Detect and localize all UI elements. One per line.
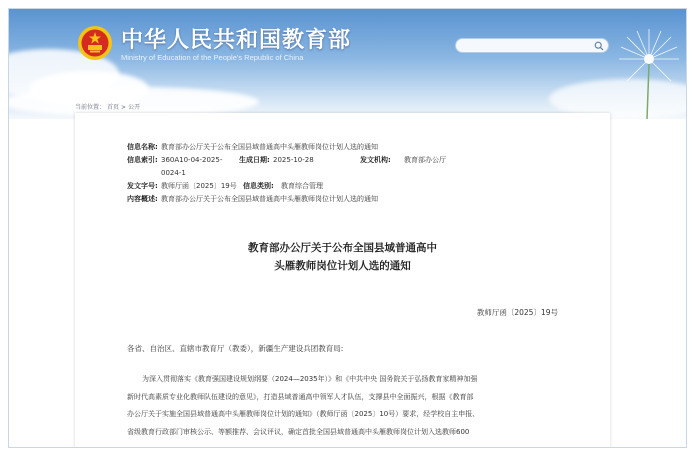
meta-row-docno (127, 180, 587, 193)
site-title[interactable]: 中华人民共和国教育部 (121, 27, 352, 53)
meta-summary-label: 内容概述: (127, 195, 158, 203)
breadcrumb-separator: > (121, 104, 127, 111)
document-salutation: 各省、自治区、直辖市教育厅（教委），新疆生产建设兵团教育局: (127, 344, 344, 353)
body-line: 省级教育行政部门审核公示、等额推荐、会议评议，确定首批全国县域普通高中头雁教师岗位计划入选教师600 (127, 427, 470, 436)
document-number: 教师厅函〔2025〕19号 (476, 308, 558, 317)
breadcrumb-prefix: 当前位置： (75, 104, 106, 111)
meta-date-label: 生成日期: (239, 156, 270, 164)
body-line: 为深入贯彻落实《教育强国建设规划纲要（2024—2035年）》和《中共中央 国务院关于弘扬教育家精神加强 (142, 375, 478, 383)
meta-category-label: 信息类别: (243, 182, 274, 190)
meta-issuer-value: 教育部办公厅 (404, 156, 446, 164)
breadcrumb-item-public[interactable]: 公开 (128, 104, 141, 111)
breadcrumb-item-home[interactable]: 首页 (107, 104, 120, 111)
meta-row-name (127, 141, 587, 154)
meta-category-value: 教育综合管理 (281, 182, 323, 190)
national-emblem-icon (77, 25, 113, 61)
meta-summary-value: 教育部办公厅关于公布全国县域普通高中头雁教师岗位计划人选的通知 (161, 195, 378, 203)
dandelion-decoration (609, 19, 687, 119)
meta-index-value: 360A10-04-2025- (161, 156, 223, 164)
meta-name-value: 教育部办公厅关于公布全国县域普通高中头雁教师岗位计划人选的通知 (161, 143, 378, 151)
meta-docno-label: 发文字号: (127, 182, 158, 190)
breadcrumb (75, 102, 142, 111)
meta-index-value-cont: 0024-1 (161, 169, 186, 177)
site-subtitle: Ministry of Education of the People's Republic of China (121, 53, 304, 62)
body-line: 办公厅关于实施全国县域普通高中头雁教师岗位计划的通知》（教师厅函〔2025〕10号）要求，经学校自主申报、 (127, 410, 480, 418)
document-metadata (127, 141, 587, 206)
meta-index-label: 信息索引: (127, 156, 158, 164)
document-card (75, 113, 610, 448)
meta-row-summary (127, 193, 587, 206)
search-box[interactable] (455, 38, 609, 53)
body-line: 新时代高素质专业化教师队伍建设的意见》，打造县域普通高中领军人才队伍，支撑县中全面振兴，根据《教育部 (127, 392, 474, 401)
meta-issuer-label: 发文机构: (360, 156, 391, 164)
browser-page (8, 8, 687, 448)
document-title-line1: 教育部办公厅关于公布全国县域普通高中 (248, 242, 437, 254)
meta-date-value: 2025-10-28 (273, 156, 314, 164)
meta-name-label: 信息名称: (127, 143, 158, 151)
document-body (127, 371, 563, 441)
search-icon[interactable] (594, 41, 604, 51)
meta-docno-value: 教师厅函〔2025〕19号 (161, 182, 237, 190)
document-title-line2: 头雁教师岗位计划人选的通知 (274, 260, 411, 272)
document-title (75, 239, 610, 275)
meta-row-index-cont (127, 167, 587, 180)
meta-row-index (127, 154, 587, 167)
search-input[interactable] (456, 45, 586, 58)
